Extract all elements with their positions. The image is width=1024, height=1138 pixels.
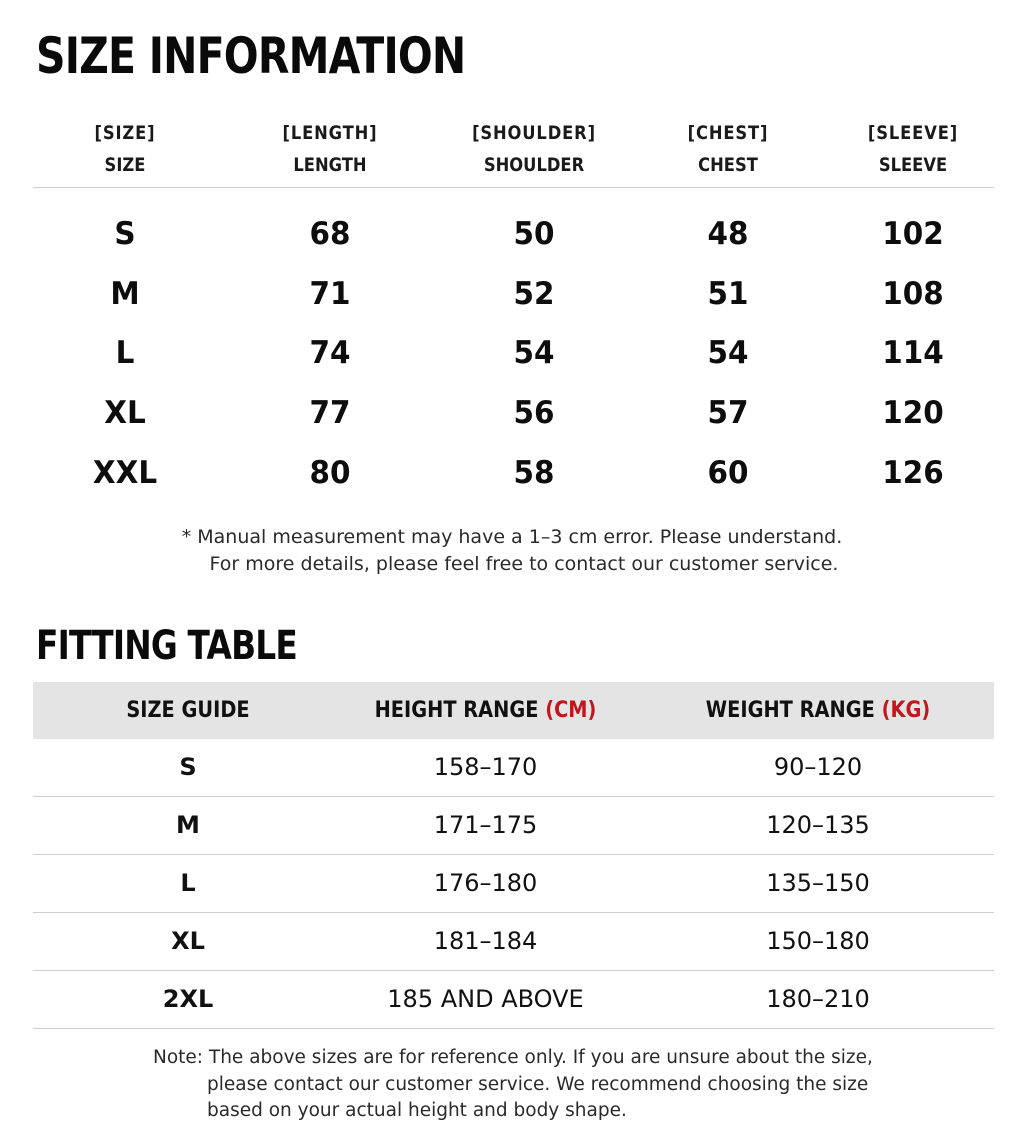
length-header-label: LENGTH xyxy=(293,154,367,176)
sleeve-cell: 114 xyxy=(882,335,944,372)
chest-header-label: CHEST xyxy=(698,154,758,176)
table-row xyxy=(33,739,994,797)
fitting-table-title: FITTING TABLE xyxy=(36,623,297,669)
weight-range-cell: 180–210 xyxy=(766,985,870,1013)
sleeve-column-header xyxy=(823,118,1003,180)
shoulder-cell: 54 xyxy=(513,335,555,372)
sleeve-header-label: SLEEVE xyxy=(878,154,948,176)
weight-range-cell: 150–180 xyxy=(766,927,870,955)
size-cell: XXL xyxy=(92,454,158,491)
size-cell: XL xyxy=(104,395,146,432)
table-row xyxy=(33,913,994,971)
shoulder-column-header xyxy=(444,118,624,180)
fitting-note-line: Note: The above sizes are for reference only. If you are unsure about the size, xyxy=(153,1047,873,1068)
table-row xyxy=(33,384,994,444)
weight-range-header xyxy=(673,682,963,739)
fitting-note-line: please contact our customer service. We recommend choosing the size xyxy=(207,1073,869,1095)
fitting-note-line: based on your actual height and body shape. xyxy=(207,1100,627,1121)
chest-cell: 60 xyxy=(707,454,749,491)
table-row xyxy=(33,855,994,913)
height-range-cell: 185 AND ABOVE xyxy=(387,985,584,1013)
chest-header-bracket: [CHEST] xyxy=(687,122,769,144)
height-range-cell: 176–180 xyxy=(433,869,538,897)
size-guide-cell: S xyxy=(179,753,197,781)
shoulder-cell: 50 xyxy=(513,216,555,252)
fitting-note xyxy=(153,1045,893,1125)
table-row xyxy=(33,205,994,265)
weight-range-cell: 90–120 xyxy=(773,753,863,781)
size-cell: L xyxy=(115,335,135,372)
chest-cell: 51 xyxy=(707,275,749,312)
sleeve-header-bracket: [SLEEVE] xyxy=(867,122,959,144)
length-column-header xyxy=(240,118,420,180)
size-table-body xyxy=(33,205,994,503)
sleeve-cell: 120 xyxy=(882,395,944,432)
shoulder-cell: 52 xyxy=(513,275,555,312)
length-header-bracket: [LENGTH] xyxy=(282,122,378,144)
length-cell: 74 xyxy=(309,335,351,372)
length-cell: 68 xyxy=(309,216,351,252)
height-range-cell: 158–170 xyxy=(433,753,538,781)
measurement-note-line: * Manual measurement may have a 1–3 cm error. Please understand. xyxy=(181,526,843,548)
chest-column-header xyxy=(638,118,818,180)
size-header-label: SIZE xyxy=(104,154,146,176)
height-unit-label: (CM) xyxy=(545,698,597,723)
size-information-title: SIZE INFORMATION xyxy=(36,27,466,85)
size-guide-header: SIZE GUIDE xyxy=(126,698,250,723)
measurement-note-line: For more details, please feel free to contact our customer service. xyxy=(209,553,839,575)
table-row xyxy=(33,444,994,504)
table-row xyxy=(33,797,994,855)
table-row xyxy=(33,324,994,384)
height-range-cell: 181–184 xyxy=(433,927,538,955)
shoulder-header-bracket: [SHOULDER] xyxy=(472,122,596,144)
size-cell: M xyxy=(110,275,140,312)
size-guide-cell: L xyxy=(180,869,196,897)
height-range-cell: 171–175 xyxy=(433,811,538,839)
sleeve-cell: 108 xyxy=(882,275,944,312)
size-guide-cell: M xyxy=(176,811,200,839)
chest-cell: 54 xyxy=(707,335,749,372)
size-column-header xyxy=(35,118,215,180)
fitting-table xyxy=(33,682,994,1029)
weight-unit-label: (KG) xyxy=(881,698,931,723)
size-cell: S xyxy=(114,216,136,252)
fitting-table-header xyxy=(33,682,994,739)
shoulder-cell: 58 xyxy=(513,454,555,491)
sleeve-cell: 102 xyxy=(882,216,944,252)
shoulder-cell: 56 xyxy=(513,395,555,432)
size-guide-cell: 2XL xyxy=(162,985,214,1013)
measurement-note xyxy=(0,524,1024,578)
size-guide-cell: XL xyxy=(171,927,205,955)
size-header-bracket: [SIZE] xyxy=(94,122,156,144)
table-row xyxy=(33,265,994,325)
chest-cell: 48 xyxy=(707,216,749,252)
table-row xyxy=(33,971,994,1029)
chest-cell: 57 xyxy=(707,395,749,432)
weight-range-label: WEIGHT RANGE xyxy=(705,698,875,723)
weight-range-cell: 135–150 xyxy=(766,869,870,897)
sleeve-cell: 126 xyxy=(882,454,944,491)
length-cell: 77 xyxy=(309,395,351,432)
height-range-header xyxy=(338,682,633,739)
size-table-header xyxy=(33,118,994,188)
weight-range-cell: 120–135 xyxy=(766,811,870,839)
shoulder-header-label: SHOULDER xyxy=(483,154,585,176)
height-range-label: HEIGHT RANGE xyxy=(374,698,539,723)
length-cell: 71 xyxy=(309,275,351,312)
length-cell: 80 xyxy=(309,454,351,491)
